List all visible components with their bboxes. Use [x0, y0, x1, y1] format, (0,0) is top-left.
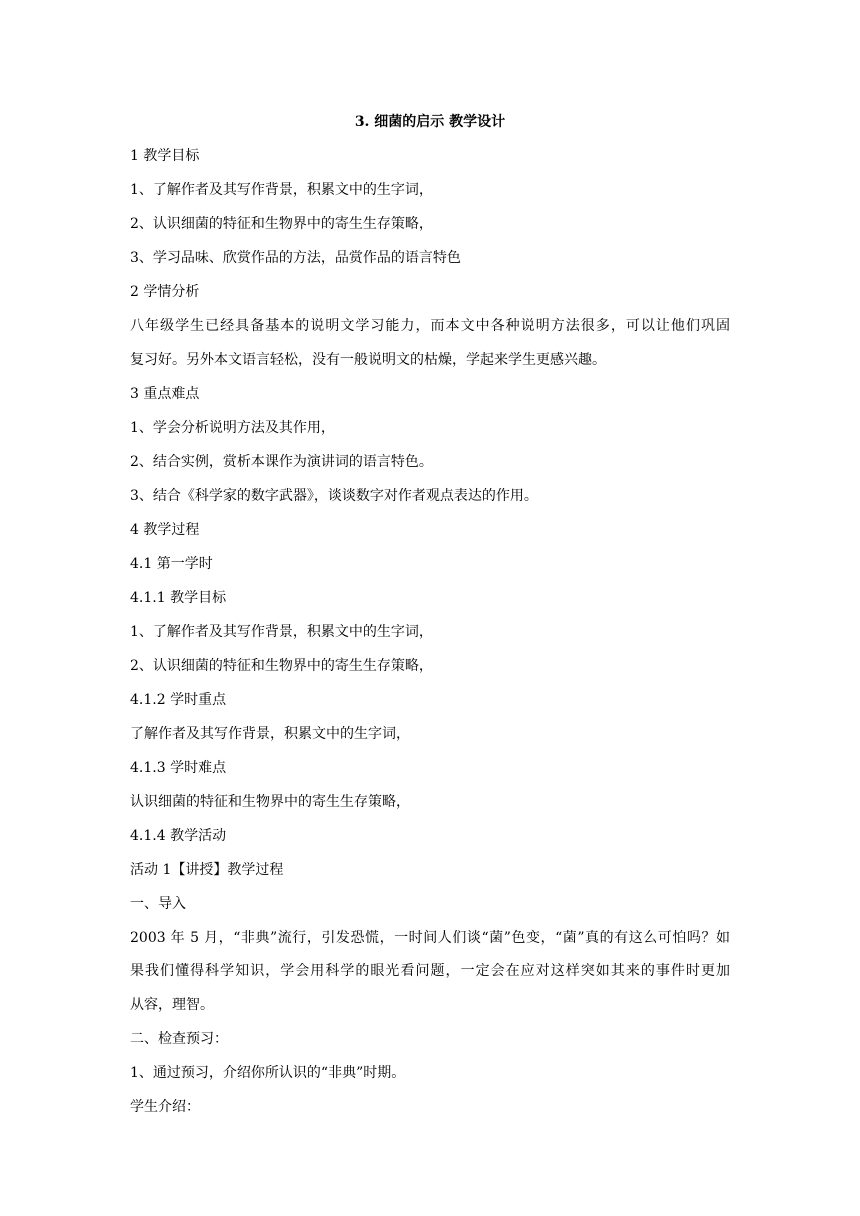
subsection-period-goals: 4.1.1 教学目标 — [130, 589, 227, 606]
subsection-period-key-point: 4.1.2 学时重点 — [130, 691, 227, 708]
step-introduction-heading: 一、导入 — [130, 895, 186, 912]
subsection-teaching-activities: 4.1.4 教学活动 — [130, 827, 227, 844]
key-point-1: 1、学会分析说明方法及其作用， — [130, 419, 335, 436]
activity-1-heading: 活动 1【讲授】教学过程 — [130, 861, 284, 878]
document-title: 3. 细菌的启示 教学设计 — [354, 114, 506, 130]
student-analysis-line-1: 八年级学生已经具备基本的说明文学习能力，而本文中各种说明方法很多，可以让他们巩固 — [130, 318, 730, 334]
period-difficulty-text: 认识细菌的特征和生物界中的寄生生存策略， — [130, 793, 410, 810]
period-key-point-text: 了解作者及其写作背景，积累文中的生字词， — [130, 725, 410, 742]
section-heading-teaching-process: 4 教学过程 — [130, 521, 200, 538]
section-heading-key-points: 3 重点难点 — [130, 385, 200, 402]
key-point-3: 3、结合《科学家的数字武器》，谈谈数字对作者观点表达的作用。 — [130, 487, 538, 504]
goal-item-2: 2、认识细菌的特征和生物界中的寄生生存策略， — [130, 216, 433, 232]
goal-item-3: 3、学习品味、欣赏作品的方法，品赏作品的语言特色 — [130, 250, 461, 266]
student-analysis-line-2: 复习好。另外本文语言轻松，没有一般说明文的枯燥，学起来学生更感兴趣。 — [130, 351, 606, 368]
document-body — [130, 146, 730, 1131]
subsection-period-difficulty: 4.1.3 学时难点 — [130, 759, 227, 776]
introduction-line-1: 2003 年 5 月，“非典”流行，引发恐慌，一时间人们谈“菌”色变，“菌”真的有这么可怕吗？如 — [130, 929, 730, 946]
section-heading-teaching-goals: 1 教学目标 — [130, 148, 200, 164]
period-goal-2: 2、认识细菌的特征和生物界中的寄生生存策略， — [130, 657, 433, 674]
step-preview-check-heading: 二、检查预习： — [130, 1030, 228, 1047]
goal-item-1: 1、了解作者及其写作背景，积累文中的生字词， — [130, 182, 433, 198]
introduction-line-3: 从容，理智。 — [130, 996, 214, 1013]
preview-item-1: 1、通过预习，介绍你所认识的“非典”时期。 — [130, 1064, 406, 1081]
section-heading-student-analysis: 2 学情分析 — [130, 284, 200, 300]
subsection-first-period: 4.1 第一学时 — [130, 555, 213, 572]
period-goal-1: 1、了解作者及其写作背景，积累文中的生字词， — [130, 623, 433, 640]
introduction-line-2: 果我们懂得科学知识，学会用科学的眼光看问题，一定会在应对这样突如其来的事件时更加 — [130, 963, 730, 979]
key-point-2: 2、结合实例，赏析本课作为演讲词的语言特色。 — [130, 453, 433, 470]
student-introduction-label: 学生介绍： — [130, 1098, 200, 1115]
